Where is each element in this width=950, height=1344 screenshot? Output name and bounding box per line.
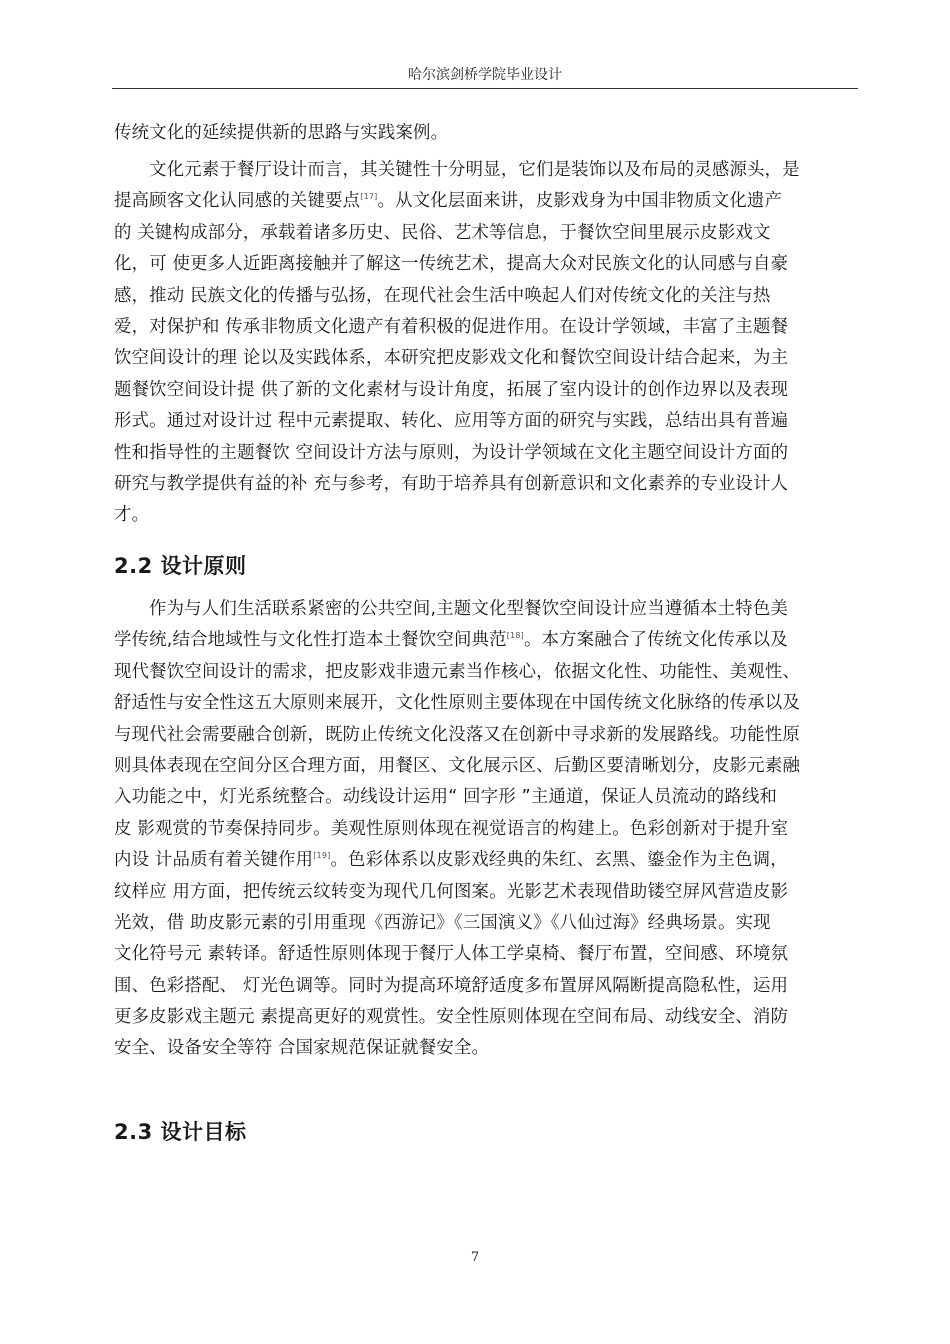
text-line: 安全、设备安全等符 合国家规范保证就餐安全。 — [114, 1038, 490, 1059]
text-line: 化，可 使更多人近距离接触并了解这一传统艺术，提高大众对民族文化的认同感与自豪 — [114, 254, 789, 275]
text-line: 围、色彩搭配、 灯光色调等。同时为提高环境舒适度多布置屏风隔断提高隐私性，运用 — [114, 975, 789, 996]
page-number: 7 — [470, 1250, 480, 1265]
text-line: 则具体表现在空间分区合理方面，用餐区、文化展示区、后勤区要清晰划分，皮影元素融 — [114, 755, 801, 776]
paragraph-significance — [114, 155, 862, 532]
text-line: 与现代社会需要融合创新，既防止传统文化没落又在创新中寻求新的发展路线。功能性原 — [114, 724, 801, 745]
text-line: 文化元素于餐厅设计而言，其关键性十分明显，它们是装饰以及布局的灵感源头，是 — [149, 160, 800, 180]
paragraph-continuation — [114, 118, 862, 149]
text-line: 研究与教学提供有益的补 充与参考，有助于培养具有创新意识和文化素养的专业设计人 — [114, 473, 789, 494]
text-line: 皮 影观赏的节奏保持同步。美观性原则体现在视觉语言的构建上。色彩创新对于提升室 — [114, 818, 789, 839]
text-line: 现代餐饮空间设计的需求，把皮影戏非遗元素当作核心，依据文化性、功能性、美观性、 — [114, 661, 801, 682]
text-line: 纹样应 用方面，把传统云纹转变为现代几何图案。光影艺术表现借助镂空屏风营造皮影 — [114, 881, 789, 902]
text-line: 的 关键构成部分，承载着诸多历史、民俗、艺术等信息，于餐饮空间里展示皮影戏文 — [114, 222, 771, 243]
text-line: 爱，对保护和 传承非物质文化遗产有着积极的促进作用。在设计学领域，丰富了主题餐 — [114, 316, 789, 337]
citation-18: [18] — [506, 631, 524, 641]
text-line: 文化符号元 素转译。舒适性原则体现于餐厅人体工学桌椅、餐厅布置，空间感、环境氛 — [114, 944, 789, 965]
running-header: 哈尔滨剑桥学院毕业设计 — [408, 67, 562, 83]
text-line: 传统文化的延续提供新的思路与实践案例。 — [114, 123, 449, 143]
text-line: 题餐饮空间设计提 供了新的文化素材与设计角度，拓展了室内设计的创作边界以及表现 — [114, 379, 789, 400]
text-line: 性和指导性的主题餐饮 空间设计方法与原则，为设计学领域在文化主题空间设计方面的 — [114, 442, 789, 463]
section-heading-2-3: 2.3 设计目标 — [114, 1120, 247, 1144]
text-line: 提高顾客文化认同感的关键要点[17]。从文化层面来讲，皮影戏身为中国非物质文化遗产 — [114, 191, 783, 212]
text-line: 光效，借 助皮影元素的引用重现《西游记》《三国演义》《八仙过海》经典场景。实现 — [114, 912, 771, 933]
citation-17: [17] — [360, 192, 378, 202]
text-line: 学传统,结合地域性与文化性打造本土餐饮空间典范[18]。本方案融合了传统文化传承以及 — [114, 630, 788, 651]
section-heading-2-2: 2.2 设计原则 — [114, 554, 247, 578]
text-line: 感，推动 民族文化的传播与弘扬，在现代社会生活中唤起人们对传统文化的关注与热 — [114, 285, 771, 306]
text-line: 才。 — [114, 505, 150, 526]
text-line: 更多皮影戏主题元 素提高更好的观赏性。安全性原则体现在空间布局、动线安全、消防 — [114, 1007, 789, 1028]
text-line: 舒适性与安全性这五大原则来展开，文化性原则主要体现在中国传统文化脉络的传承以及 — [114, 693, 801, 714]
text-line: 形式。通过对设计过 程中元素提取、转化、应用等方面的研究与实践，总结出具有普遍 — [114, 411, 789, 432]
text-line: 作为与人们生活联系紧密的公共空间,主题文化型餐饮空间设计应当遵循本土特色美 — [149, 599, 788, 619]
paragraph-design-principles — [114, 594, 862, 1065]
text-line: 入功能之中，灯光系统整合。动线设计运用“ 回字形 ”主通道，保证人员流动的路线和 — [114, 787, 778, 808]
citation-19: [19] — [313, 851, 331, 861]
text-line: 饮空间设计的理 论以及实践体系，本研究把皮影戏文化和餐饮空间设计结合起来，为主 — [114, 348, 789, 369]
header-divider — [112, 88, 858, 89]
text-line: 内设 计品质有着关键作用[19]。色彩体系以皮影戏经典的朱红、玄黑、鎏金作为主色调， — [114, 850, 788, 871]
